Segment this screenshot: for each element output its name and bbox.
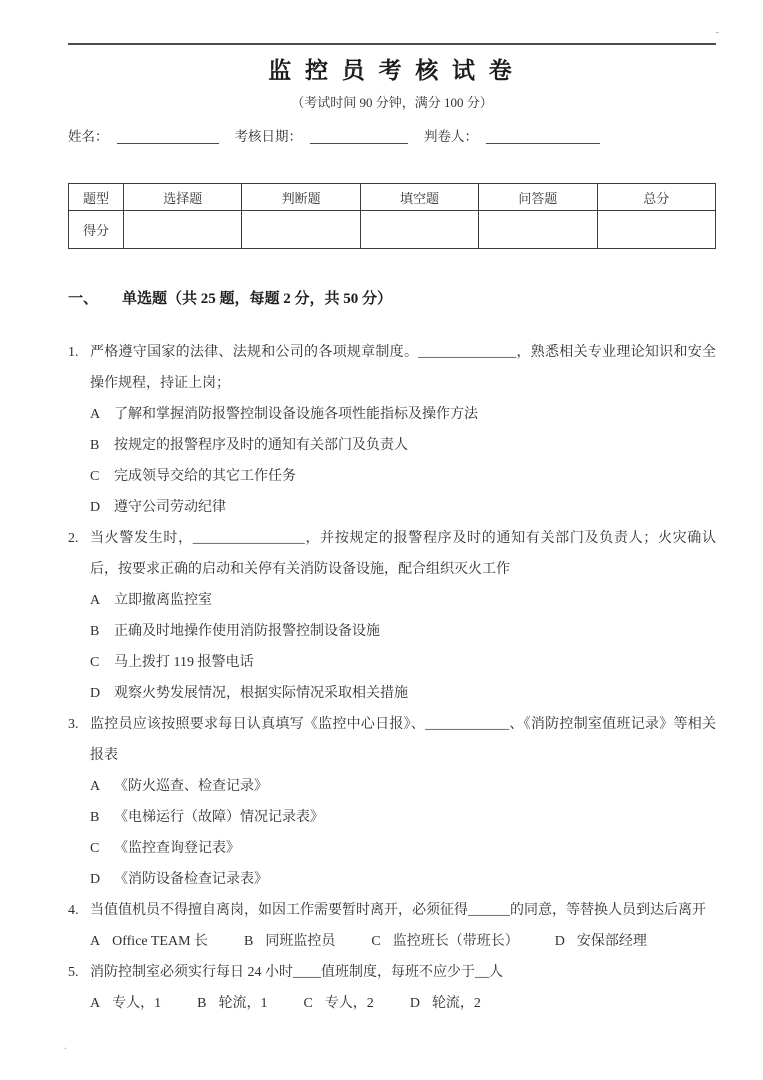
exam-info-subtitle: （考试时间 90 分钟，满分 100 分） [291,95,493,110]
option-text: 轮流，2 [431,996,481,1011]
option-label: C [90,655,100,670]
date-blank-line [310,129,408,144]
option-text: 《消防设备检查记录表》 [114,872,268,887]
question-5-options [68,988,716,1019]
question-3-option-c [68,833,716,864]
option-text: 了解和掌握消防报警控制设备设施各项性能指标及操作方法 [114,407,478,422]
question-4-option-c [371,926,518,957]
grader-blank-line [486,129,600,144]
page-corner-mark: - [715,27,719,38]
questions-list [68,337,716,1019]
question-1-options [68,399,716,523]
question-4-option-d [555,926,647,957]
option-label: B [244,934,254,949]
question-3-option-a [68,771,716,802]
question-3-text: 监控员应该按照要求每日认真填写《监控中心日报》、____________、《消防控制室值班记录》等相关报表 [90,717,716,763]
question-2-number: 2. [68,531,79,546]
option-text: 监控班长（带班长） [392,934,519,949]
score-row-label: 得分 [69,211,124,249]
grader-label: 判卷人： [424,129,478,144]
option-label: D [554,934,565,949]
section-number: 一、 [68,291,99,307]
score-summary-table [68,183,716,249]
question-4-option-b [244,926,335,957]
header-short-answer: 问答题 [479,184,597,211]
question-4-number: 4. [68,903,79,918]
option-text: 同班监控员 [265,934,336,949]
question-3-option-d [68,864,716,895]
score-table-header-row [69,184,716,211]
question-4 [68,895,716,957]
question-1-option-d [68,492,716,523]
option-label: D [409,996,420,1011]
option-text: 立即撤离监控室 [114,593,212,608]
option-text: 轮流，1 [218,996,268,1011]
option-text: 完成领导交给的其它工作任务 [114,469,296,484]
question-1-number: 1. [68,345,79,360]
score-cell-multiple-choice [124,211,242,249]
option-label: A [90,996,101,1011]
option-text: 马上拨打 119 报警电话 [114,655,254,670]
option-label: A [90,934,101,949]
score-cell-short-answer [479,211,597,249]
option-label: B [90,624,100,639]
section-title: 单选题（共 25 题，每题 2 分，共 50 分） [122,291,393,307]
header-multiple-choice: 选择题 [124,184,242,211]
question-4-text: 当值值机员不得擅自离岗，如因工作需要暂时离开，必须征得______的同意，等替换人员到达后离开 [90,903,706,918]
question-5-text: 消防控制室必须实行每日 24 小时____值班制度，每班不应少于__人 [90,965,503,980]
option-label: C [303,996,313,1011]
header-true-false: 判断题 [242,184,360,211]
score-cell-fill-blank [360,211,478,249]
candidate-info-row [68,128,716,146]
question-2-option-b [68,616,716,647]
question-2-text: 当火警发生时，________________，并按规定的报警程序及时的通知有关部门及负责人；火灾确认后，按要求正确的启动和关停有关消防设备设施，配合组织灭火工作 [90,531,716,577]
question-2-option-d [68,678,716,709]
question-2-option-a [68,585,716,616]
score-table-score-row [69,211,716,249]
option-label: B [90,810,100,825]
option-label: D [90,686,101,701]
question-4-option-a [90,926,208,957]
header-fill-blank: 填空题 [360,184,478,211]
assessment-date-label: 考核日期： [234,129,302,144]
header-question-type: 题型 [69,184,124,211]
question-2-options [68,585,716,709]
option-text: 《电梯运行（故障）情况记录表》 [114,810,324,825]
question-1-text: 严格遵守国家的法律、法规和公司的各项规章制度。______________，熟悉相关专业理论知识和安全操作规程，持证上岗； [90,345,716,391]
option-text: 专人，1 [112,996,162,1011]
name-label: 姓名： [68,129,109,144]
option-text: 遵守公司劳动纪律 [114,500,226,515]
question-5-option-c [303,988,373,1019]
question-5-number: 5. [68,965,79,980]
score-cell-true-false [242,211,360,249]
header-total-score: 总分 [597,184,715,211]
question-3-options [68,771,716,895]
option-text: 《监控查询登记表》 [114,841,240,856]
question-5-option-b [197,988,267,1019]
question-2-option-c [68,647,716,678]
question-1-option-a [68,399,716,430]
question-2 [68,523,716,709]
option-text: 正确及时地操作使用消防报警控制设备设施 [114,624,380,639]
option-label: B [197,996,207,1011]
option-text: 按规定的报警程序及时的通知有关部门及负责人 [114,438,408,453]
name-blank-line [117,129,219,144]
option-text: 安保部经理 [576,934,647,949]
option-label: C [90,469,100,484]
option-text: 《防火巡查、检查记录》 [114,779,268,794]
option-label: B [90,438,100,453]
question-3-number: 3. [68,717,79,732]
question-1-option-c [68,461,716,492]
option-label: C [371,934,381,949]
section-heading [68,289,716,309]
option-text: Office TEAM 长 [112,934,209,949]
page-title: 监 控 员 考 核 试 卷 [268,58,516,83]
option-label: A [90,407,101,422]
option-text: 专人，2 [324,996,374,1011]
option-label: D [90,500,101,515]
question-4-options [68,926,716,957]
question-3-option-b [68,802,716,833]
page-bottom-mark: . [64,1038,67,1052]
option-text: 观察火势发展情况，根据实际情况采取相关措施 [114,686,408,701]
question-5-option-d [410,988,481,1019]
question-5-option-a [90,988,161,1019]
option-label: D [90,872,101,887]
option-label: A [90,593,101,608]
question-1-option-b [68,430,716,461]
question-1 [68,337,716,523]
question-3 [68,709,716,895]
option-label: A [90,779,101,794]
question-5 [68,957,716,1019]
option-label: C [90,841,100,856]
score-cell-total [597,211,715,249]
header-rule [68,43,716,45]
